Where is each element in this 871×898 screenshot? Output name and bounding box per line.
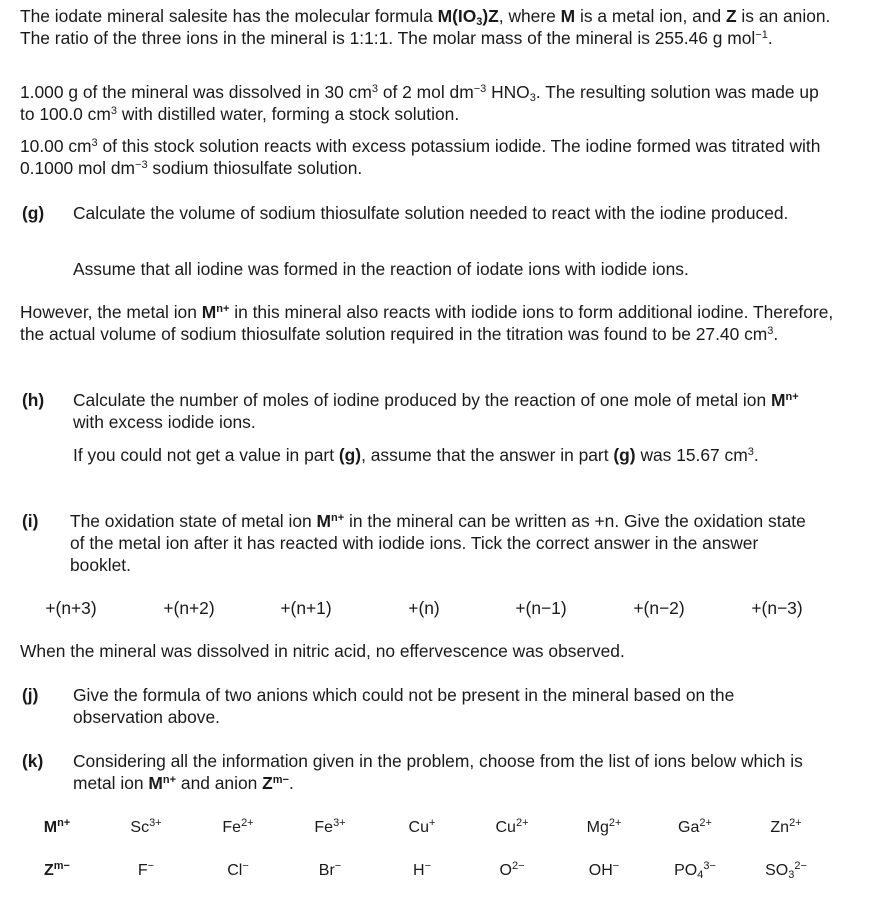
option-n-plus-3[interactable]: +(n+3) — [45, 598, 97, 618]
cation-item: $Mg^{2+}$ — [586, 817, 622, 836]
question-h-text: Calculate the number of moles of iodine produced by the reaction of one mole of metal ion $M^{n+}$ with excess iodide ions. — [73, 390, 799, 432]
question-h-note: If you could not get a value in part (g), assume that the answer in part (g) was 15.67 $cm^3$. — [73, 445, 759, 465]
cation-item: $Zn^{2+}$ — [770, 817, 802, 836]
anion-item: Cl− — [227, 860, 249, 879]
question-k — [22, 750, 822, 794]
question-h-label: (h) — [22, 390, 45, 410]
option-n-minus-2[interactable]: +(n−2) — [633, 598, 685, 618]
anion-item: OH− — [588, 860, 620, 879]
question-i — [22, 510, 822, 576]
nitric-acid-observation: When the mineral was dissolved in nitric acid, no effervescence was observed. — [20, 641, 625, 661]
anion-item: $PO_4^{3-}$ — [674, 860, 716, 881]
option-n-minus-1[interactable]: +(n−1) — [515, 598, 567, 618]
cation-item: Cu+ — [408, 817, 436, 836]
cation-item: $Sc^{3+}$ — [130, 817, 162, 836]
cation-item: $Fe^{2+}$ — [222, 817, 254, 836]
intro-paragraph-3: 10.00 $cm^3$ of this stock solution reacts with excess potassium iodide. The iodine formed was titrated with 0.1000 mol $dm^{-3}$ sodium thiosulfate solution. — [20, 136, 821, 178]
question-j — [22, 684, 822, 728]
option-n-plus-2[interactable]: +(n+2) — [163, 598, 215, 618]
cation-item: $Cu^{2+}$ — [495, 817, 529, 836]
intro-paragraph-1: The iodate mineral salesite has the molecular formula $M(IO_3)Z$, where M is a metal ion, and Z is an anion. The ratio of the three ions in the mineral is 1:1:1. The molar mass of the mineral is 255.46 g mol$^{-1}$. — [20, 6, 831, 48]
cation-row — [0, 817, 871, 841]
anion-item: $O^{2-}$ — [499, 860, 525, 879]
question-j-label: (j) — [22, 685, 39, 705]
option-n-plus-1[interactable]: +(n+1) — [280, 598, 332, 618]
question-g — [22, 202, 822, 224]
question-k-label: (k) — [22, 751, 44, 771]
oxidation-state-options — [0, 597, 871, 621]
question-h — [22, 389, 822, 433]
however-paragraph: However, the metal ion $M^{n+}$ in this mineral also reacts with iodide ions to form additional iodine. Therefore, the actual volume of sodium thiosulfate solution required in the titration was found to be 27.40 $cm^3$. — [20, 302, 834, 344]
question-g-assumption: Assume that all iodine was formed in the reaction of iodate ions with iodide ions. — [73, 259, 689, 279]
option-n[interactable]: +(n) — [408, 598, 440, 618]
cation-item: $Fe^{3+}$ — [314, 817, 346, 836]
anion-item: H− — [413, 860, 431, 879]
question-g-text: Calculate the volume of sodium thiosulfate solution needed to react with the iodine produced. — [73, 203, 789, 223]
cation-header: $M^{n+}$ — [43, 817, 71, 836]
question-k-text: Considering all the information given in the problem, choose from the list of ions below which is metal ion $M^{n+}$ and anion $Z^{m-}$. — [73, 751, 803, 793]
question-i-label: (i) — [22, 511, 39, 531]
question-j-text: Give the formula of two anions which could not be present in the mineral based on the observation above. — [73, 685, 735, 727]
cation-item: $Ga^{2+}$ — [678, 817, 712, 836]
question-g-label: (g) — [22, 203, 45, 223]
intro-paragraph-2: 1.000 g of the mineral was dissolved in 30 $cm^3$ of 2 mol $dm^{-3}$ $HNO_3$. The resulting solution was made up to 100.0 $cm^3$ with distilled water, forming a stock solution. — [20, 82, 819, 124]
anion-item: F− — [137, 860, 155, 879]
question-i-text: The oxidation state of metal ion $M^{n+}$ in the mineral can be written as +n. Give the oxidation state of the metal ion after it has reacted with iodide ions. Tick the correct answer in the answer booklet. — [70, 511, 806, 575]
anion-item: $SO_3^{2-}$ — [765, 860, 807, 881]
anion-row — [0, 860, 871, 884]
option-n-minus-3[interactable]: +(n−3) — [751, 598, 803, 618]
anion-header: $Z^{m-}$ — [44, 860, 70, 879]
anion-item: Br− — [318, 860, 342, 879]
